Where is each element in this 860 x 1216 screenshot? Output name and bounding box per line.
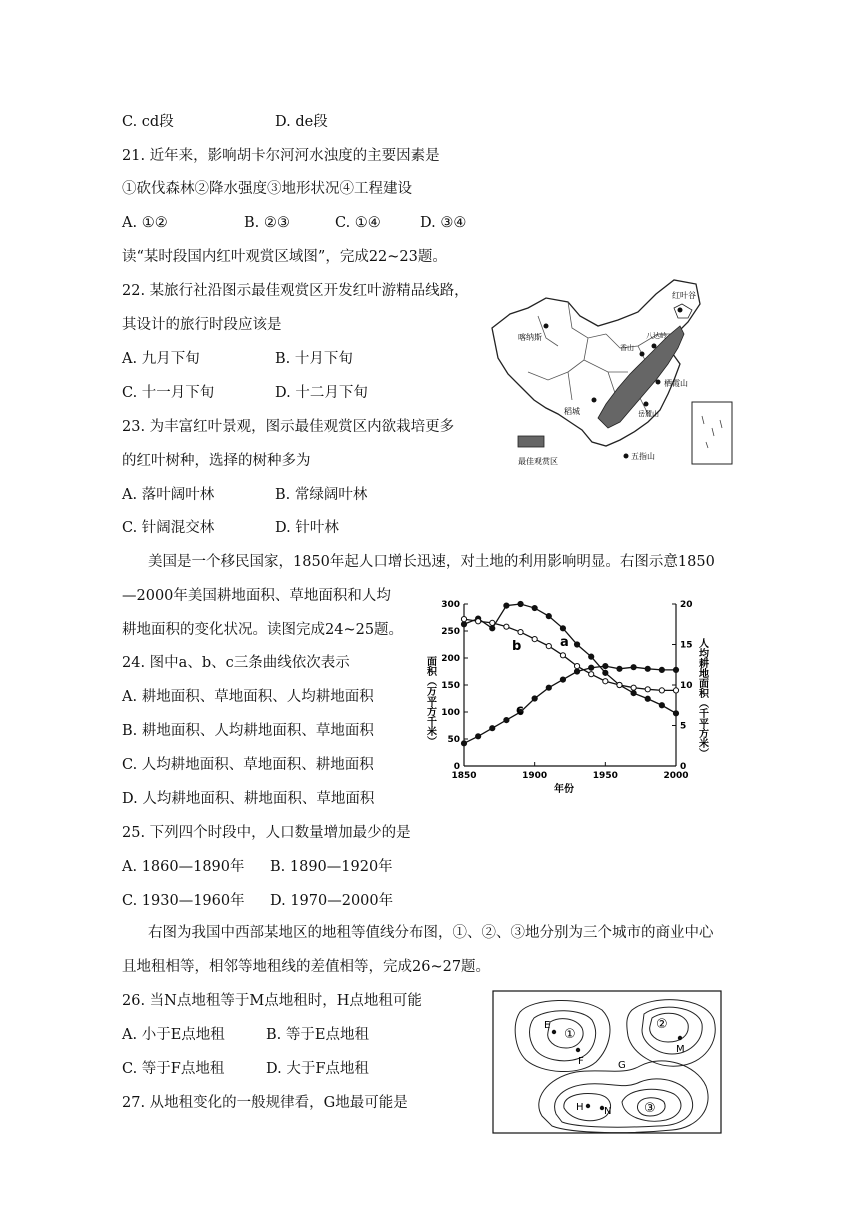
series-label-b: b <box>512 639 522 654</box>
q26-option-b: B. 等于E点地租 <box>266 1027 369 1043</box>
series-point-c <box>532 696 537 701</box>
x-tick-label: 1950 <box>592 771 618 781</box>
place-marker-3 <box>652 344 657 349</box>
q25-option-c: C. 1930—1960年 <box>122 893 245 909</box>
map-label-1: 喀纳斯 <box>518 333 542 342</box>
q22-option-c: C. 十一月下旬 <box>122 385 215 401</box>
series-line-a <box>464 604 676 713</box>
q25-stem: 25. 下列四个时段中，人口数量增加最少的是 <box>122 825 411 841</box>
y-left-tick-label: 250 <box>441 627 460 637</box>
q25-option-d: D. 1970—2000年 <box>270 893 394 909</box>
center-3-label: ③ <box>644 1101 656 1116</box>
point-m-label: M <box>676 1044 685 1055</box>
x-tick-label: 2000 <box>663 771 689 781</box>
q22-option-a: A. 九月下旬 <box>122 351 200 367</box>
point-e-label: E <box>544 1020 551 1031</box>
map-label-3: 八达岭 <box>646 332 667 340</box>
point-g-label: G <box>618 1060 626 1071</box>
q23-option-c: C. 针阔混交林 <box>122 520 215 536</box>
series-point-c <box>673 667 678 672</box>
y-left-tick-label: 200 <box>441 654 460 664</box>
y-right-tick-label: 0 <box>680 762 687 772</box>
center-1-label: ① <box>564 1027 576 1042</box>
land-area-chart <box>418 594 718 796</box>
point-h-label: H <box>576 1102 584 1113</box>
q27-stem: 27. 从地租变化的一般规律看，G地最可能是 <box>122 1095 408 1111</box>
place-marker-7 <box>644 402 649 407</box>
q22-stem-2: 其设计的旅行时段应该是 <box>122 317 282 333</box>
q20-option-c: C. cd段 <box>122 114 174 130</box>
intro-24-25-line-1: 美国是一个移民国家，1850年起人口增长迅速，对土地的利用影响明显。右图示意1850 <box>148 554 715 570</box>
y-left-tick-label: 100 <box>441 708 460 718</box>
x-axis-label: 年份 <box>554 784 574 795</box>
y-axis-right-label: 人均耕地面积（千平方米） <box>696 638 708 758</box>
series-point-b <box>518 629 523 634</box>
series-point-c <box>589 665 594 670</box>
series-point-b <box>617 682 622 687</box>
q25-option-b: B. 1890—1920年 <box>270 859 393 875</box>
intro-24-25-line-3: 耕地面积的变化状况。读图完成24~25题。 <box>122 622 404 638</box>
q21-stem: 21. 近年来，影响胡卡尔河河水浊度的主要因素是 <box>122 148 440 164</box>
series-point-b <box>461 617 466 622</box>
inset-islands <box>702 416 722 448</box>
intro-26-27-line-2: 且地租相等，相邻等地租线的差值相等，完成26~27题。 <box>122 959 491 975</box>
y-left-tick-label: 50 <box>447 735 460 745</box>
series-point-b <box>574 664 579 669</box>
place-marker-8 <box>624 454 629 459</box>
series-point-a <box>574 642 579 647</box>
series-point-c <box>461 741 466 746</box>
series-label-a: a <box>560 635 569 650</box>
series-point-a <box>631 691 636 696</box>
series-point-c <box>631 665 636 670</box>
red-leaf-map <box>488 276 740 472</box>
rent-contour-map <box>492 990 722 1134</box>
legend-swatch <box>518 436 544 447</box>
map-label-8: 五指山 <box>631 452 655 461</box>
series-point-a <box>546 614 551 619</box>
series-point-c <box>603 664 608 669</box>
map-label-7: 岳麓山 <box>638 410 659 418</box>
map-label-6: 稻城 <box>564 407 580 416</box>
q20-option-d: D. de段 <box>275 114 328 130</box>
series-point-c <box>490 726 495 731</box>
q22-stem-1: 22. 某旅行社沿图示最佳观赏区开发红叶游精品线路， <box>122 283 469 299</box>
place-marker-1 <box>544 324 549 329</box>
series-label-c: c <box>516 703 524 718</box>
point-h <box>586 1104 590 1108</box>
series-point-b <box>589 672 594 677</box>
series-point-b <box>504 624 509 629</box>
q26-option-a: A. 小于E点地租 <box>122 1027 225 1043</box>
intro-26-27-line-1: 右图为我国中西部某地区的地租等值线分布图，①、②、③地分别为三个城市的商业中心 <box>148 925 714 941</box>
series-point-b <box>546 644 551 649</box>
series-point-a <box>589 654 594 659</box>
series-point-a <box>532 605 537 610</box>
place-marker-4 <box>640 352 645 357</box>
q25-option-a: A. 1860—1890年 <box>122 859 245 875</box>
q23-option-d: D. 针叶林 <box>275 520 339 536</box>
series-point-b <box>476 619 481 624</box>
q22-option-b: B. 十月下旬 <box>275 351 353 367</box>
y-right-tick-label: 10 <box>680 681 693 691</box>
q21-items: ①砍伐森林②降水强度③地形状况④工程建设 <box>122 181 412 197</box>
legend-label: 最佳观赏区 <box>518 457 558 466</box>
q23-option-a: A. 落叶阔叶林 <box>122 487 215 503</box>
series-point-c <box>617 666 622 671</box>
q23-stem-1: 23. 为丰富红叶景观，图示最佳观赏区内欲栽培更多 <box>122 419 455 435</box>
q26-stem: 26. 当N点地租等于M点地租时，H点地租可能 <box>122 993 422 1009</box>
q21-option-b: B. ②③ <box>244 215 290 231</box>
series-point-b <box>560 653 565 658</box>
q24-option-b: B. 耕地面积、人均耕地面积、草地面积 <box>122 723 374 739</box>
series-point-a <box>603 670 608 675</box>
series-point-a <box>659 703 664 708</box>
q26-option-d: D. 大于F点地租 <box>266 1061 369 1077</box>
y-right-tick-label: 5 <box>680 721 687 732</box>
point-m <box>678 1036 682 1040</box>
series-point-c <box>546 685 551 690</box>
q24-option-d: D. 人均耕地面积、耕地面积、草地面积 <box>122 791 375 807</box>
q26-option-c: C. 等于F点地租 <box>122 1061 225 1077</box>
series-point-a <box>490 626 495 631</box>
place-marker-5 <box>656 380 661 385</box>
y-left-tick-label: 0 <box>453 762 460 772</box>
series-point-a <box>673 711 678 716</box>
south-sea-inset <box>692 402 732 464</box>
q24-option-a: A. 耕地面积、草地面积、人均耕地面积 <box>122 689 374 705</box>
map-label-5: 栖霞山 <box>664 379 688 388</box>
northeast-region <box>674 304 692 318</box>
y-axis-left-label: 面积（万平方千米） <box>424 656 436 746</box>
series-point-a <box>560 626 565 631</box>
intro-24-25-line-2: —2000年美国耕地面积、草地面积和人均 <box>122 588 391 604</box>
series-point-b <box>490 620 495 625</box>
series-point-a <box>461 622 466 627</box>
series-point-a <box>518 601 523 606</box>
series-point-b <box>645 687 650 692</box>
y-left-tick-label: 150 <box>441 681 460 691</box>
contour-2-mid <box>642 1007 702 1054</box>
q24-stem: 24. 图中a、b、c三条曲线依次表示 <box>122 655 350 671</box>
q24-option-c: C. 人均耕地面积、草地面积、耕地面积 <box>122 757 374 773</box>
series-point-b <box>659 688 664 693</box>
intro-22-23: 读“某时段国内红叶观赏区域图”，完成22~23题。 <box>122 249 447 265</box>
y-right-tick-label: 20 <box>680 600 693 610</box>
series-line-b <box>464 619 676 690</box>
point-e <box>552 1030 556 1034</box>
series-point-a <box>645 696 650 701</box>
place-marker-2 <box>678 308 683 313</box>
series-point-c <box>645 666 650 671</box>
map-label-2: 红叶谷 <box>672 291 696 300</box>
q21-option-a: A. ①② <box>122 215 168 231</box>
series-point-c <box>659 667 664 672</box>
point-n-label: N <box>604 1106 612 1117</box>
series-point-c <box>574 669 579 674</box>
q23-option-b: B. 常绿阔叶林 <box>275 487 368 503</box>
point-f <box>576 1048 580 1052</box>
q23-stem-2: 的红叶树种，选择的树种多为 <box>122 453 311 469</box>
y-left-tick-label: 300 <box>441 600 460 610</box>
x-tick-label: 1850 <box>451 771 477 781</box>
series-point-b <box>631 685 636 690</box>
point-f-label: F <box>578 1056 584 1067</box>
q21-option-d: D. ③④ <box>420 215 467 231</box>
center-2-label: ② <box>656 1017 668 1032</box>
series-point-b <box>603 679 608 684</box>
series-line-c <box>464 666 676 743</box>
series-point-b <box>532 637 537 642</box>
series-point-c <box>560 677 565 682</box>
series-point-c <box>476 734 481 739</box>
q22-option-d: D. 十二月下旬 <box>275 385 368 401</box>
q21-option-c: C. ①④ <box>335 215 381 231</box>
series-point-c <box>504 718 509 723</box>
series-point-a <box>504 603 509 608</box>
map-label-4: 香山 <box>620 344 634 352</box>
y-right-tick-label: 15 <box>680 640 693 651</box>
series-point-b <box>673 688 678 693</box>
place-marker-6 <box>592 398 597 403</box>
x-tick-label: 1900 <box>522 771 548 781</box>
